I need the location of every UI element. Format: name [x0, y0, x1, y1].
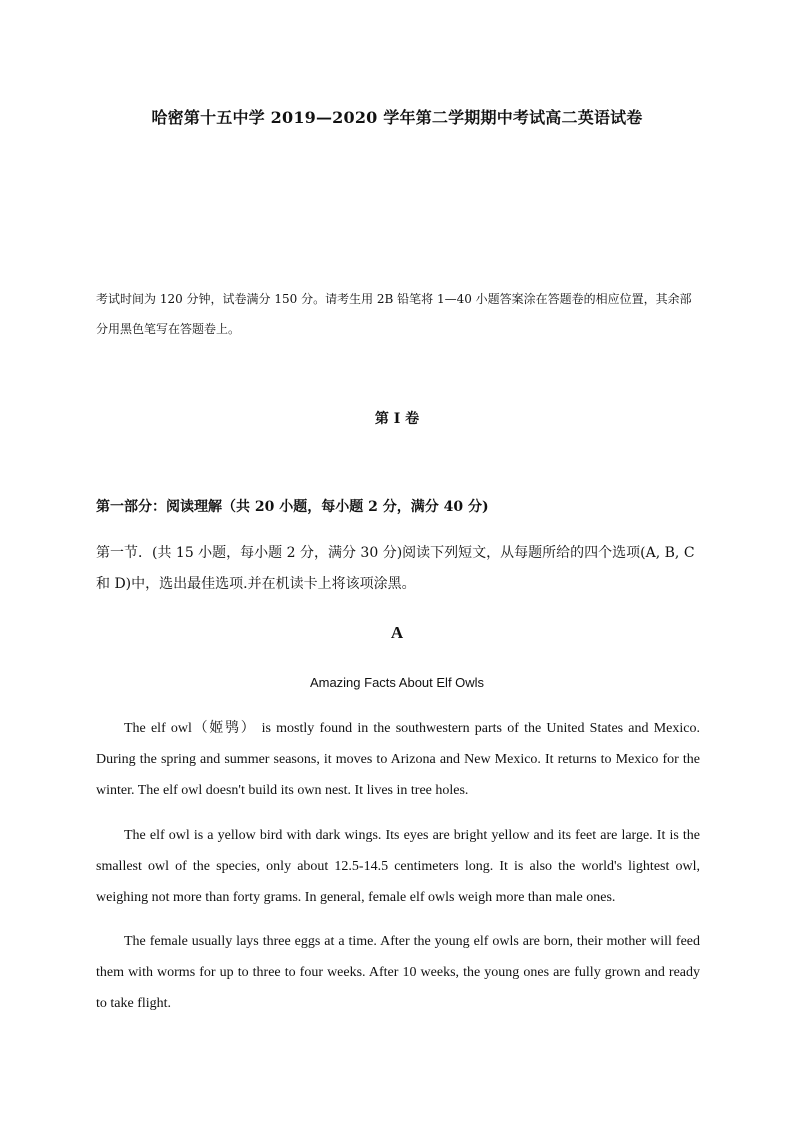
passage-letter: A [390, 623, 404, 642]
section-instructions: 第一节．(共 15 小题，每小题 2 分，满分 30 分)阅读下列短文，从每题所给的四个选项(A, B, C 和 D)中，选出最佳选项.并在机读卡上将该项涂黑。 [96, 545, 695, 592]
part-heading: 第一部分：阅读理解（共 20 小题，每小题 2 分，满分 40 分) [96, 499, 489, 515]
exam-title: 哈密第十五中学 2019—2020 学年第二学期期中考试高二英语试卷 [151, 108, 643, 127]
volume-heading: 第 I 卷 [374, 411, 420, 427]
passage-paragraph-1: The elf owl（姬鸮） is mostly found in the southwestern parts of the United States and Mexico. During the spring and summer seasons, it moves to Arizona and New Mexico. It returns to Mexico for the winter. The elf owl doesn't build its own nest. It lives in tree holes. [96, 721, 700, 798]
exam-instructions: 考试时间为 120 分钟，试卷满分 150 分。请考生用 2B 铅笔将 1—40 小题答案涂在答题卷的相应位置，其余部分用黑色笔写在答题卷上。 [96, 292, 692, 336]
passage-paragraph-2: The elf owl is a yellow bird with dark wings. Its eyes are bright yellow and its feet are large. It is the smallest owl of the species, only about 12.5-14.5 centimeters long. It is also the world's lightest owl, weighing not more than forty grams. In general, female elf owls weigh more than male ones. [96, 828, 700, 905]
passage-paragraph-3: The female usually lays three eggs at a time. After the young elf owls are born, their mother will feed them with worms for up to three to four weeks. After 10 weeks, the young ones are fully grown and ready to take flight. [96, 934, 700, 1011]
passage-title: Amazing Facts About Elf Owls [309, 675, 485, 690]
